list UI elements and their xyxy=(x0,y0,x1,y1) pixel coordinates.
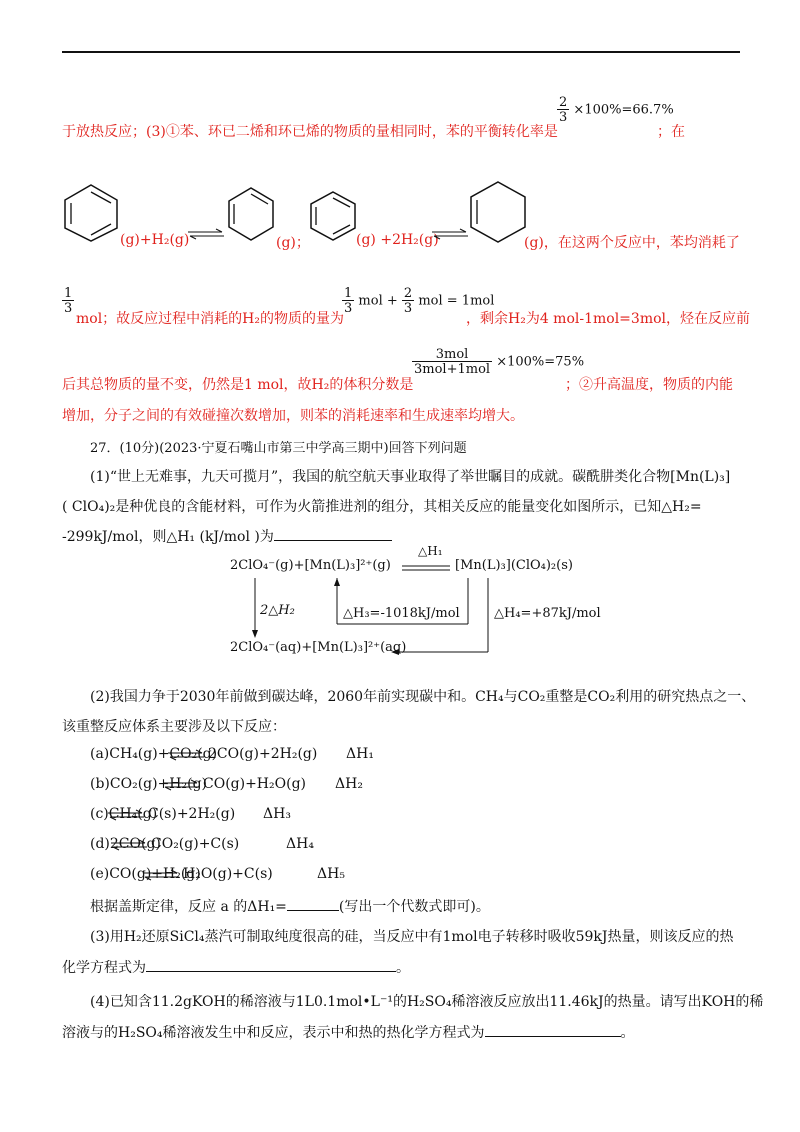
equilibrium-arrow-icon xyxy=(186,228,226,240)
question-text: -299kJ/mol，则△H₁ (kJ/mol )为 xyxy=(62,529,274,545)
reaction-rhs: 2CO(g)+2H₂(g) xyxy=(208,746,318,762)
energy-diagram xyxy=(230,544,630,663)
answer-blank[interactable] xyxy=(287,910,339,911)
q27-part3-line2 xyxy=(62,957,410,977)
benzene-structure xyxy=(60,183,122,243)
frac-num: 2 xyxy=(559,95,568,110)
diagram-dh2: 2△H₂ xyxy=(260,603,295,618)
expr-part: mol + xyxy=(358,293,398,309)
diagram-dh1: △H₁ xyxy=(418,544,443,558)
diagram-dh3: △H₃=-1018kJ/mol xyxy=(343,606,460,621)
reaction-2-text: (g) +2H₂(g) xyxy=(356,232,439,248)
reversible-arrow-icon xyxy=(106,809,146,821)
reaction-1-text: (g)+H₂(g) xyxy=(120,232,190,248)
equilibrium-arrow-icon-2 xyxy=(430,228,470,240)
frac-den: 3 xyxy=(64,301,73,316)
reversible-arrow-icon xyxy=(141,869,181,881)
answer-line-5: 增加，分子之间的有效碰撞次数增加，则苯的消耗速率和生成速率均增大。 xyxy=(62,408,524,424)
diagram-bottom: 2ClO₄⁻(aq)+[Mn(L)₃]²⁺(aq) xyxy=(230,640,407,655)
question-text: 。 xyxy=(396,960,410,976)
answer-line-4b: ；②升高温度，物质的内能 xyxy=(565,377,733,393)
question-text: 。 xyxy=(620,1025,635,1041)
answer-line-3b: ，剩余H₂为4 mol-1mol=3mol，烃在反应前 xyxy=(466,311,750,327)
answer-line-1-end: ；在 xyxy=(657,124,685,140)
diagram-dh4: △H₄=+87kJ/mol xyxy=(494,606,601,621)
answer-blank[interactable] xyxy=(274,540,392,541)
reaction-rhs: C(s)+2H₂(g) xyxy=(148,806,236,822)
answer-blank[interactable] xyxy=(146,971,396,972)
q27-part1-line2: ( ClO₄)₂是种优良的含能材料，可作为火箭推进剂的组分，其相关反应的能量变化如图所示，已知△H₂= xyxy=(62,499,702,515)
reaction-lhs: (c)CH₄(g) xyxy=(90,806,158,822)
reversible-arrow-icon xyxy=(109,839,149,851)
frac-num: 3mol xyxy=(435,347,469,362)
frac-den: 3 xyxy=(403,301,413,316)
answer-line-3a: mol；故反应过程中消耗的H₂的物质的量为 xyxy=(76,311,345,327)
q27-part3-line1: (3)用H₂还原SiCl₄蒸汽可制取纯度很高的硅，当反应中有1mol电子转移时吸收59kJ热量，则该反应的热 xyxy=(90,929,734,945)
expr-part: ×100%=75% xyxy=(496,354,585,370)
reaction-rhs: CO₂(g)+C(s) xyxy=(151,836,240,852)
question-text: 根据盖斯定律，反应 a 的ΔH₁= xyxy=(90,899,287,915)
q27-part4-line2 xyxy=(62,1022,635,1042)
reaction-dh: ΔH₂ xyxy=(335,776,363,792)
benzene-structure-2 xyxy=(308,190,358,242)
frac-num: 1 xyxy=(344,286,353,301)
question-text: 化学方程式为 xyxy=(62,960,146,976)
diagram-left-top: 2ClO₄⁻(g)+[Mn(L)₃]²⁺(g) xyxy=(230,558,391,573)
header-rule xyxy=(62,51,740,53)
answer-blank[interactable] xyxy=(485,1036,621,1037)
cyclohexadiene-structure xyxy=(226,186,276,242)
reversible-arrow-icon xyxy=(161,779,201,791)
answer-line-1 xyxy=(62,121,558,141)
reaction-lhs: (d)2CO(g) xyxy=(90,836,161,852)
q27-part4-line1: (4)已知含11.2gKOH的稀溶液与1L0.1mol•L⁻¹的H₂SO₄稀溶液反应放出11.46kJ的热量。请写出KOH的稀 xyxy=(90,994,764,1010)
reaction-dh: ΔH₅ xyxy=(317,866,345,882)
question-text: 溶液与的H₂SO₄稀溶液发生中和反应，表示中和热的热化学方程式为 xyxy=(62,1025,485,1041)
expr-part: mol = 1mol xyxy=(418,293,495,309)
reaction-1-end: (g)； xyxy=(276,235,310,251)
diagram-right-top: [Mn(L)₃](ClO₄)₂(s) xyxy=(455,558,573,573)
q27-part1-line3 xyxy=(62,526,392,546)
q27-part2-line1: (2)我国力争于2030年前做到碳达峰，2060年前实现碳中和。CH₄与CO₂重整是CO₂利用的研究热点之一、 xyxy=(90,689,756,705)
reversible-arrow-icon xyxy=(166,749,206,761)
hess-line xyxy=(90,896,490,916)
volume-fraction-expression xyxy=(412,348,584,376)
q27-part1-line1: (1)“世上无难事，九天可揽月”，我国的航空航天事业取得了举世瞩目的成就。碳酰肼类化合物[Mn(L)₃] xyxy=(90,469,731,485)
q27-part2-line2: 该重整反应体系主要涉及以下反应： xyxy=(62,719,286,735)
fraction-one-third xyxy=(62,287,74,315)
frac-den: 3mol+1mol xyxy=(414,362,491,377)
frac-num: 1 xyxy=(64,286,73,301)
diagram-equilibrium-arrow-icon xyxy=(400,562,452,574)
reaction-lhs: (e)CO(g)+H₂(g) xyxy=(90,866,201,882)
fraction-two-thirds xyxy=(557,96,569,124)
conversion-expression xyxy=(557,96,674,124)
reaction-rhs: CO(g)+H₂O(g) xyxy=(203,776,306,792)
reaction-2-end: (g)，在这两个反应中，苯均消耗了 xyxy=(524,235,740,251)
reaction-lhs: (b)CO₂(g)+H₂(g) xyxy=(90,776,208,792)
reaction-dh: ΔH₃ xyxy=(263,806,291,822)
reaction-rhs: H₂O(g)+C(s) xyxy=(183,866,273,882)
cyclohexene-structure xyxy=(468,180,528,244)
reaction-dh: ΔH₁ xyxy=(346,746,374,762)
question-text: (写出一个代数式即可)。 xyxy=(338,899,490,915)
frac-num: 2 xyxy=(403,286,413,301)
frac-den: 3 xyxy=(559,110,568,125)
frac-den: 3 xyxy=(344,301,353,316)
answer-line-4a: 后其总物质的量不变，仍然是1 mol，故H₂的体积分数是 xyxy=(62,377,414,393)
reaction-lhs: (a)CH₄(g)+CO₂(g) xyxy=(90,746,218,762)
reaction-dh: ΔH₄ xyxy=(286,836,314,852)
question-header: 27．(10分)(2023·宁夏石嘴山市第三中学高三期中)回答下列问题 xyxy=(90,441,467,456)
percent-expr: ×100%=66.7% xyxy=(573,102,674,118)
answer-text: 于放热反应；(3)①苯、环已二烯和环已烯的物质的量相同时，苯的平衡转化率是 xyxy=(62,124,558,140)
